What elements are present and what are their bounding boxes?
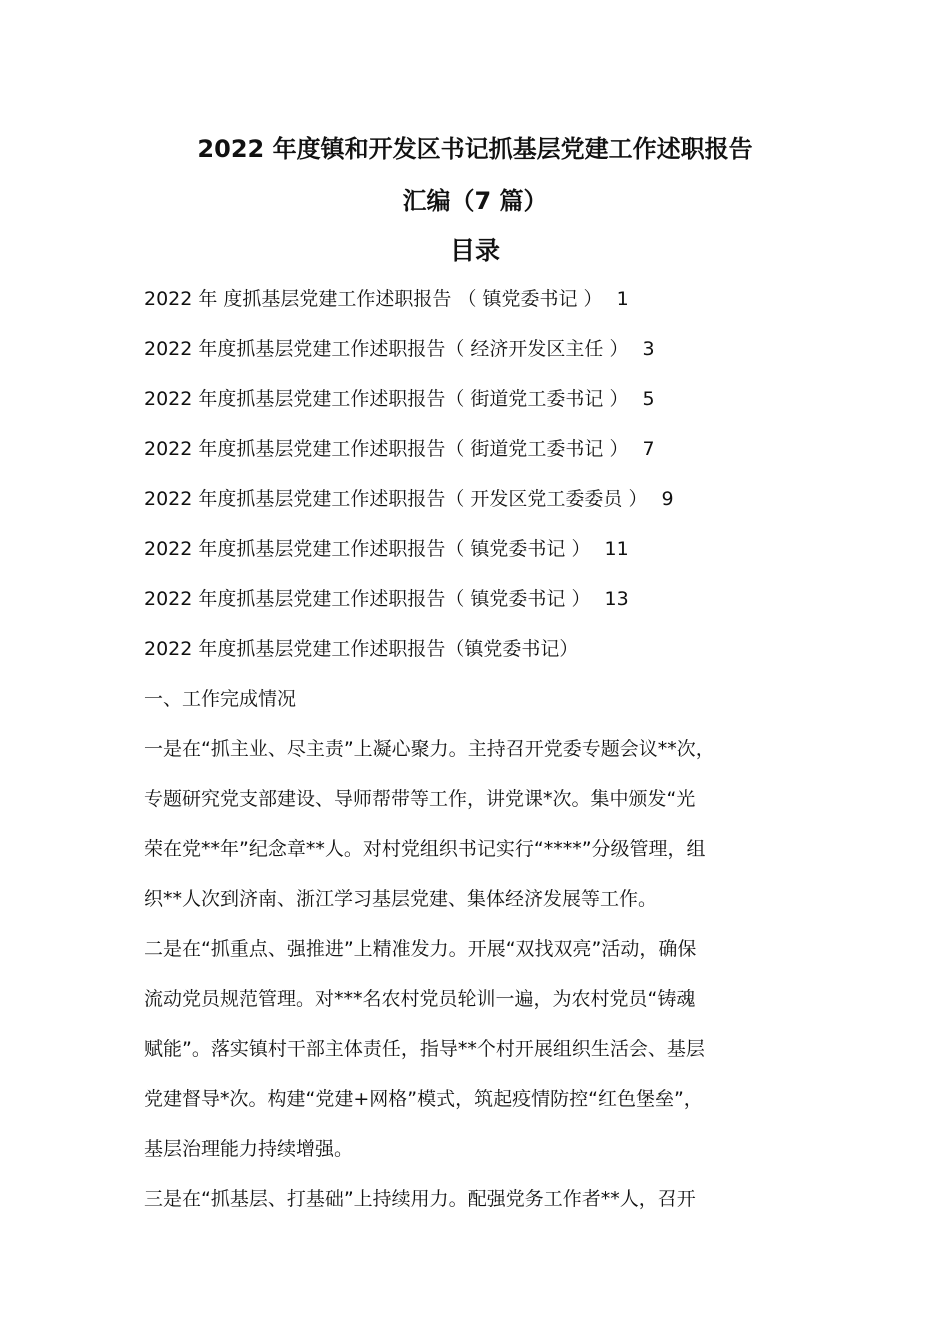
toc-item-page: 3 [642, 338, 655, 360]
toc-item-page: 9 [661, 488, 674, 510]
body-line: 织**人次到济南、浙江学习基层党建、集体经济发展等工作。 [144, 888, 658, 910]
toc-item-page: 7 [642, 438, 655, 460]
toc-item-label: 2022 年度抓基层党建工作述职报告（ 开发区党工委委员 ） [144, 488, 648, 510]
body-line: 荣在党**年”纪念章**人。对村党组织书记实行“****”分级管理，组 [144, 838, 706, 860]
body-line: 党建督导*次。构建“党建+网格”模式，筑起疫情防控“红色堡垒”， [144, 1088, 703, 1110]
body-line: 二是在“抓重点、强推进”上精准发力。开展“双找双亮”活动，确保 [144, 938, 697, 960]
document-title-line1: 2022 年度镇和开发区书记抓基层党建工作述职报告 [197, 135, 753, 163]
toc-item-page: 5 [642, 388, 655, 410]
body-line: 一是在“抓主业、尽主责”上凝心聚力。主持召开党委专题会议**次， [144, 738, 715, 760]
toc-item[interactable] [144, 334, 844, 384]
toc-item-label: 2022 年度抓基层党建工作述职报告（ 镇党委书记 ） [144, 588, 591, 610]
body-line: 基层治理能力持续增强。 [144, 1138, 354, 1160]
document-title-line2: 汇编（7 篇） [402, 187, 548, 215]
body-line: 流动党员规范管理。对***名农村党员轮训一遍，为农村党员“铸魂 [144, 988, 696, 1010]
toc-item-page: 13 [604, 588, 629, 610]
report-title: 2022 年度抓基层党建工作述职报告（镇党委书记） [144, 638, 579, 660]
toc-item[interactable] [144, 584, 844, 634]
toc-item-label: 2022 年度抓基层党建工作述职报告（ 镇党委书记 ） [144, 538, 591, 560]
toc-item-page: 11 [604, 538, 629, 560]
toc-item-label: 2022 年度抓基层党建工作述职报告（ 经济开发区主任 ） [144, 338, 629, 360]
toc-item[interactable] [144, 284, 844, 334]
section-heading: 一、工作完成情况 [144, 688, 297, 710]
toc-item-label: 2022 年度抓基层党建工作述职报告（ 街道党工委书记 ） [144, 438, 629, 460]
toc-item[interactable] [144, 484, 844, 534]
toc-item[interactable] [144, 384, 844, 434]
toc-item[interactable] [144, 534, 844, 584]
body-line: 三是在“抓基层、打基础”上持续用力。配强党务工作者**人，召开 [144, 1188, 696, 1210]
body-line: 赋能”。落实镇村干部主体责任，指导**个村开展组织生活会、基层 [144, 1038, 705, 1060]
toc-item[interactable] [144, 434, 844, 484]
table-of-contents [144, 284, 844, 684]
toc-item-label: 2022 年度抓基层党建工作述职报告（ 街道党工委书记 ） [144, 388, 629, 410]
report-body [144, 684, 844, 1234]
toc-item-page: 1 [616, 288, 629, 310]
toc-item-label: 2022 年 度抓基层党建工作述职报告 （ 镇党委书记 ） [144, 288, 603, 310]
body-line: 专题研究党支部建设、导师帮带等工作，讲党课*次。集中颁发“光 [144, 788, 696, 810]
toc-heading: 目录 [449, 236, 500, 265]
